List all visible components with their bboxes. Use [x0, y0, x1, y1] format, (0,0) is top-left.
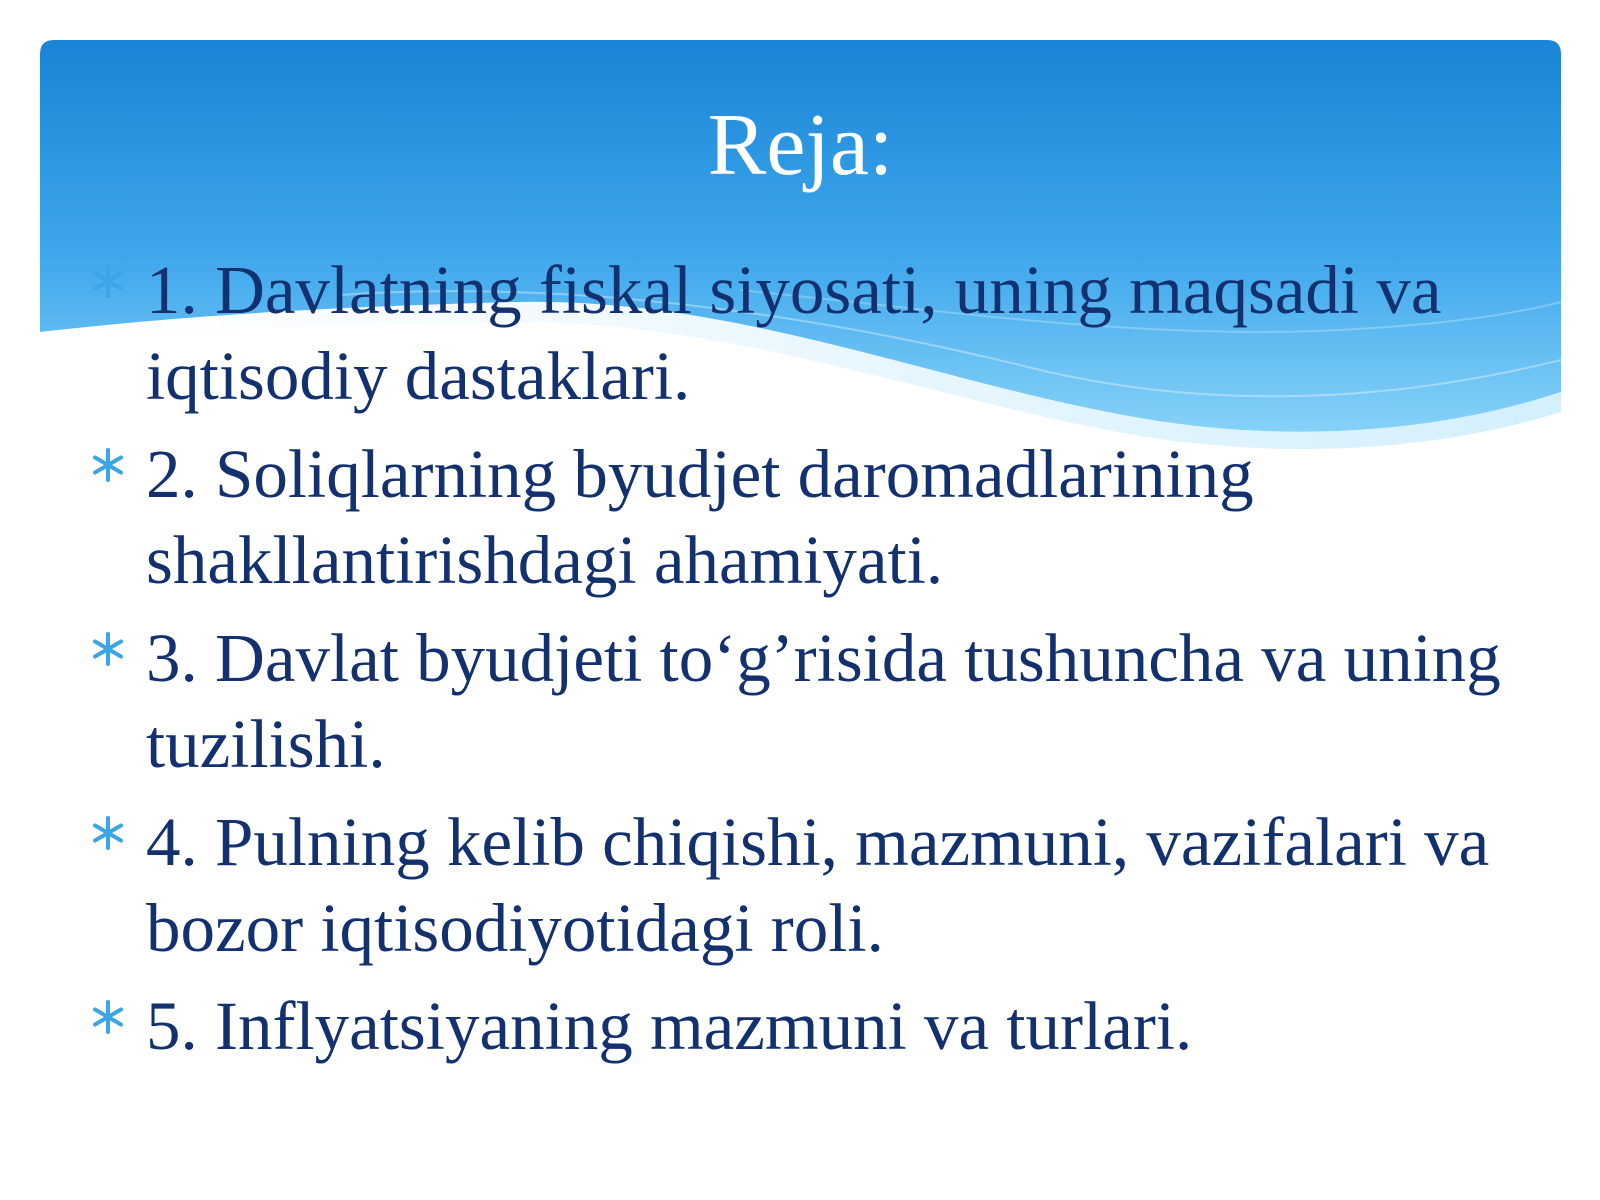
list-item-text: 1. Davlatning fiskal siyosati, uning maqsadi va iqtisodiy dastaklari.	[146, 252, 1442, 414]
slide-title: Reja:	[707, 97, 894, 194]
list-item	[90, 247, 1520, 419]
list-item-text: 2. Soliqlarning byudjet daromadlarining shakllantirishdagi ahamiyati.	[146, 436, 1254, 598]
list-item	[90, 615, 1520, 787]
asterisk-icon	[90, 799, 130, 885]
list-item-text: 4. Pulning kelib chiqishi, mazmuni, vazifalari va bozor iqtisodiyotidagi roli.	[146, 804, 1490, 966]
list-item-text: 5. Inflyatsiyaning mazmuni va turlari.	[146, 988, 1193, 1064]
plan-list	[90, 247, 1520, 1081]
asterisk-icon	[90, 431, 130, 517]
asterisk-icon	[90, 983, 130, 1069]
list-item	[90, 983, 1520, 1069]
list-item-text: 3. Davlat byudjeti to‘g’risida tushuncha va uning tuzilishi.	[146, 620, 1501, 782]
asterisk-icon	[90, 615, 130, 701]
asterisk-icon	[90, 247, 130, 333]
list-item	[90, 799, 1520, 971]
list-item	[90, 431, 1520, 603]
